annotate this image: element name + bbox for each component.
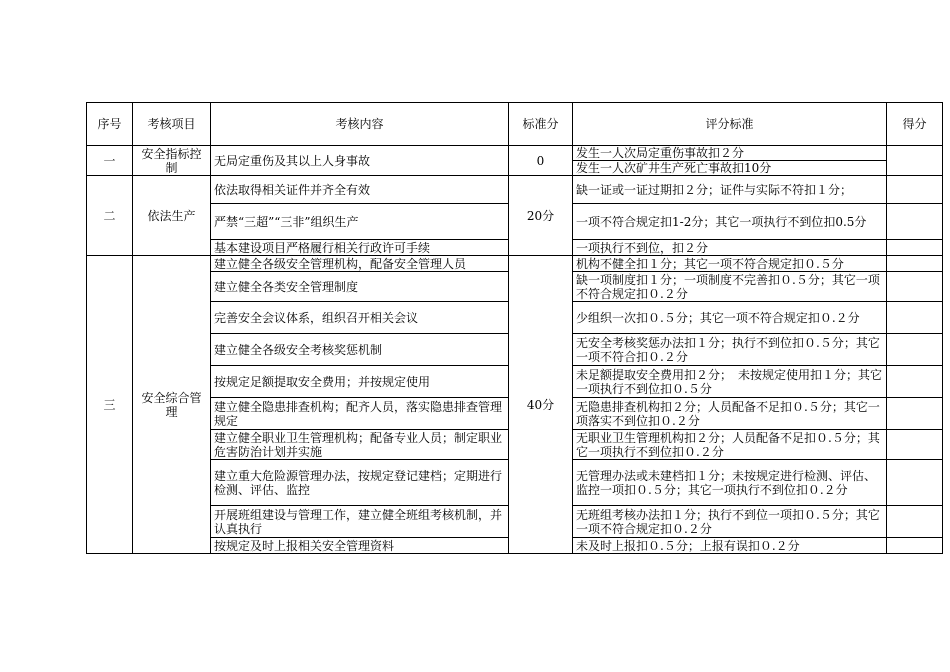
section-std-score: 0 [509,146,573,176]
score-cell [887,430,943,460]
content-cell: 按规定足额提取安全费用；并按规定使用 [211,366,509,398]
score-cell [887,146,943,176]
criteria-cell [573,146,887,176]
score-cell [887,272,943,302]
section-seq: 一 [87,146,133,176]
table-header-row [87,103,943,146]
criteria-cell: 未及时上报扣０.５分；上报有误扣０.２分 [573,538,887,554]
content-cell: 建立重大危险源管理办法，按规定登记建档；定期进行检测、评估、监控 [211,460,509,506]
score-cell [887,176,943,204]
header-item: 考核项目 [133,103,211,146]
table-row [87,256,943,272]
score-cell [887,366,943,398]
score-cell [887,538,943,554]
header-std-score: 标准分 [509,103,573,146]
content-cell: 开展班组建设与管理工作，建立健全班组考核机制，并认真执行 [211,506,509,538]
section-item: 依法生产 [133,176,211,256]
score-cell [887,460,943,506]
criteria-cell: 无安全考核奖惩办法扣１分；执行不到位扣０.５分；其它一项不符合扣０.２分 [573,334,887,366]
section-std-score: 20分 [509,176,573,256]
criteria-line: 发生一人次矿井生产死亡事故扣10分 [576,161,772,175]
score-cell [887,334,943,366]
criteria-cell: 无管理办法或未建档扣１分；未按规定进行检测、评估、监控一项扣０.５分；其它一项执行不到位扣０.２分 [573,460,887,506]
content-cell: 基本建设项目严格履行相关行政许可手续 [211,240,509,256]
criteria-cell: 少组织一次扣０.５分；其它一项不符合规定扣０.２分 [573,302,887,334]
content-cell: 建立健全职业卫生管理机构；配备专业人员；制定职业危害防治计划并实施 [211,430,509,460]
content-cell: 建立健全各类安全管理制度 [211,272,509,302]
content-cell: 无局定重伤及其以上人身事故 [211,146,509,176]
header-seq: 序号 [87,103,133,146]
score-cell [887,240,943,256]
section-item: 安全指标控制 [133,146,211,176]
section-seq: 三 [87,256,133,554]
header-criteria: 评分标准 [573,103,887,146]
section-seq: 二 [87,176,133,256]
section-item: 安全综合管理 [133,256,211,554]
table-row [87,176,943,204]
header-score: 得分 [887,103,943,146]
table-row [87,146,943,176]
criteria-cell: 无班组考核办法扣１分；执行不到位一项扣０.５分；其它一项不符合规定扣０.２分 [573,506,887,538]
content-cell: 依法取得相关证件并齐全有效 [211,176,509,204]
criteria-cell: 缺一项制度扣１分；一项制度不完善扣０.５分；其它一项不符合规定扣０.２分 [573,272,887,302]
criteria-cell: 一项执行不到位，扣２分 [573,240,887,256]
score-cell [887,398,943,430]
section-std-score: 40分 [509,256,573,554]
content-cell: 建立健全各级安全考核奖惩机制 [211,334,509,366]
criteria-cell: 机构不健全扣１分；其它一项不符合规定扣０.５分 [573,256,887,272]
score-cell [887,204,943,240]
criteria-cell: 未足额提取安全费用扣２分； 未按规定使用扣１分；其它一项执行不到位扣０.５分 [573,366,887,398]
content-cell: 按规定及时上报相关安全管理资料 [211,538,509,554]
content-cell: 完善安全会议体系，组织召开相关会议 [211,302,509,334]
criteria-line: 发生一人次局定重伤事故扣２分 [573,146,886,161]
score-cell [887,256,943,272]
content-cell: 建立健全各级安全管理机构，配备安全管理人员 [211,256,509,272]
content-cell: 严禁“三超”“三非”组织生产 [211,204,509,240]
score-cell [887,506,943,538]
content-cell: 建立健全隐患排查机构；配齐人员，落实隐患排查管理规定 [211,398,509,430]
header-content: 考核内容 [211,103,509,146]
criteria-cell: 一项不符合规定扣1-2分；其它一项执行不到位扣0.5分 [573,204,887,240]
criteria-cell: 无隐患排查机构扣２分；人员配备不足扣０.５分；其它一项落实不到位扣０.２分 [573,398,887,430]
criteria-cell: 无职业卫生管理机构扣２分；人员配备不足扣０.５分；其它一项执行不到位扣０.２分 [573,430,887,460]
assessment-table [86,102,943,554]
criteria-cell: 缺一证或一证过期扣２分；证件与实际不符扣１分； [573,176,887,204]
score-cell [887,302,943,334]
